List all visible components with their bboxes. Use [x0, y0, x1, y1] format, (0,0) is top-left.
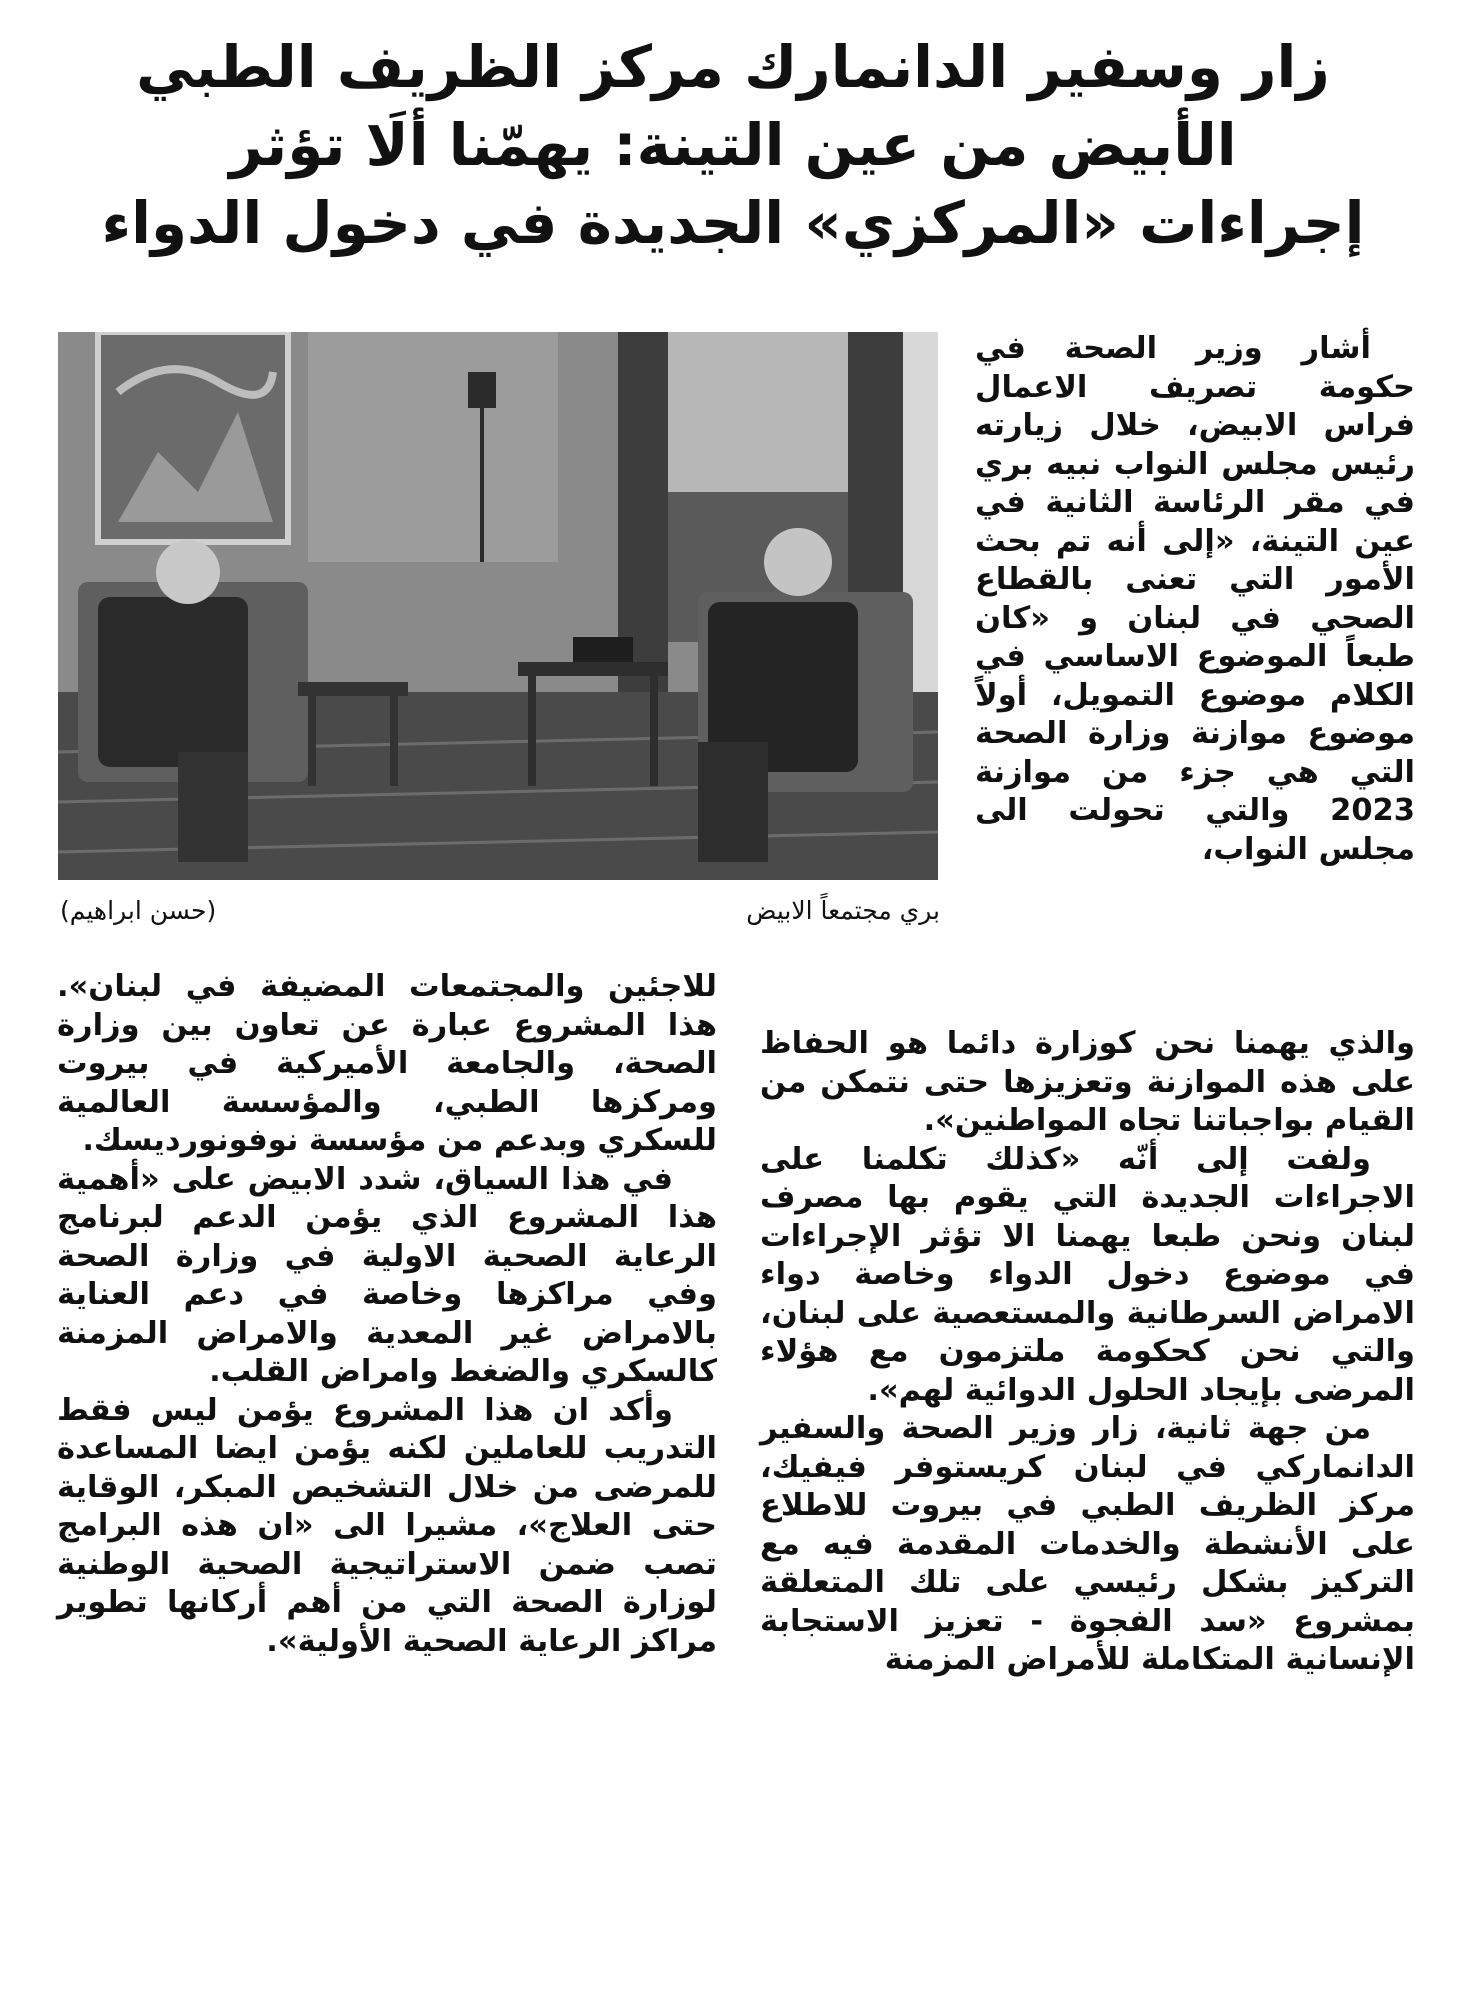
photo-credit: (حسن ابراهيم) — [60, 896, 217, 925]
headline-line-1: زار وسفير الدانمارك مركز الظريف الطبي — [136, 33, 1330, 101]
article-paragraph-1-continued: والذي يهمنا نحن كوزارة دائما هو الحفاظ على هذه الموازنة وتعزيزها حتى نتمكن من القيام بواجباتنا تجاه المواطنين». — [760, 1026, 1415, 1138]
article-paragraph-5: وأكد ان هذا المشروع يؤمن ليس فقط التدريب للعاملين لكنه يؤمن ايضا المساعدة للمرضى من خلال التشخيص المبكر، الوقاية حتى العلاج»، مشيرا الى «ان هذه البرامج تصب ضمن الاستراتيجية الصحية الوطنية لوزارة الصحة التي من أهم أركانها تطوير مراكز الرعاية الصحية الأولية». — [57, 1392, 717, 1659]
article-paragraph-3: من جهة ثانية، زار وزير الصحة والسفير الدانماركي في لبنان كريستوفر فيفيك، مركز الظريف الطبي في بيروت للاطلاع على الأنشطة والخدمات المقدمة فيه مع التركيز بشكل رئيسي على تلك المتعلقة بمشروع «سد الفجوة - تعزيز الاستجابة الإنسانية المتكاملة للأمراض المزمنة — [760, 1411, 1415, 1677]
headline-line-3: إجراءات «المركزي» الجديدة في دخول الدواء — [101, 189, 1365, 257]
article-paragraph-2: ولفت إلى أنّه «كذلك تكلمنا على الاجراءات الجديدة التي يقوم بها مصرف لبنان ونحن طبعا يهمنا الا تؤثر الإجراءات في موضوع دخول الدواء وخاصة دواء الامراض السرطانية والمستعصية على لبنان، والتي نحن كحكومة ملتزمون مع هؤلاء المرضى بإيجاد الحلول الدوائية لهم». — [760, 1141, 1415, 1408]
article-column-right-bottom — [760, 1025, 1415, 1680]
article-paragraph-4: في هذا السياق، شدد الابيض على «أهمية هذا المشروع الذي يؤمن الدعم لبرنامج الرعاية الصحية الاولية في وزارة الصحة وفي مراكزها وخاصة في دعم العناية بالامراض غير المعدية والامراض المزمنة كالسكري والضغط وامراض القلب. — [57, 1161, 717, 1389]
article-paragraph-3-continued: للاجئين والمجتمعات المضيفة في لبنان». هذا المشروع عبارة عن تعاون بين وزارة الصحة، والجامعة الأميركية في بيروت ومركزها الطبي، والمؤسسة العالمية للسكري وبدعم من مؤسسة نوفونورديسك. — [57, 969, 717, 1158]
headline-line-2: الأبيض من عين التينة: يهمّنا ألَا تؤثر — [229, 111, 1237, 179]
article-column-left — [57, 968, 717, 1661]
meeting-photo-illustration — [58, 332, 938, 880]
headline — [60, 28, 1406, 262]
article-column-right-top — [975, 330, 1415, 869]
article-paragraph-1: أشار وزير الصحة في حكومة تصريف الاعمال فراس الابيض، خلال زيارته رئيس مجلس النواب نبيه بري في مقر الرئاسة الثانية في عين التينة، «إلى أنه تم بحث الأمور التي تعنى بالقطاع الصحي في لبنان و «كان طبعاً الموضوع الاساسي في الكلام موضوع التمويل، أولاً موضوع موازنة وزارة الصحة التي هي جزء من موازنة 2023 والتي تحولت الى مجلس النواب، — [975, 331, 1415, 867]
article-photo — [58, 332, 938, 880]
photo-caption: بري مجتمعاً الابيض — [746, 896, 940, 925]
